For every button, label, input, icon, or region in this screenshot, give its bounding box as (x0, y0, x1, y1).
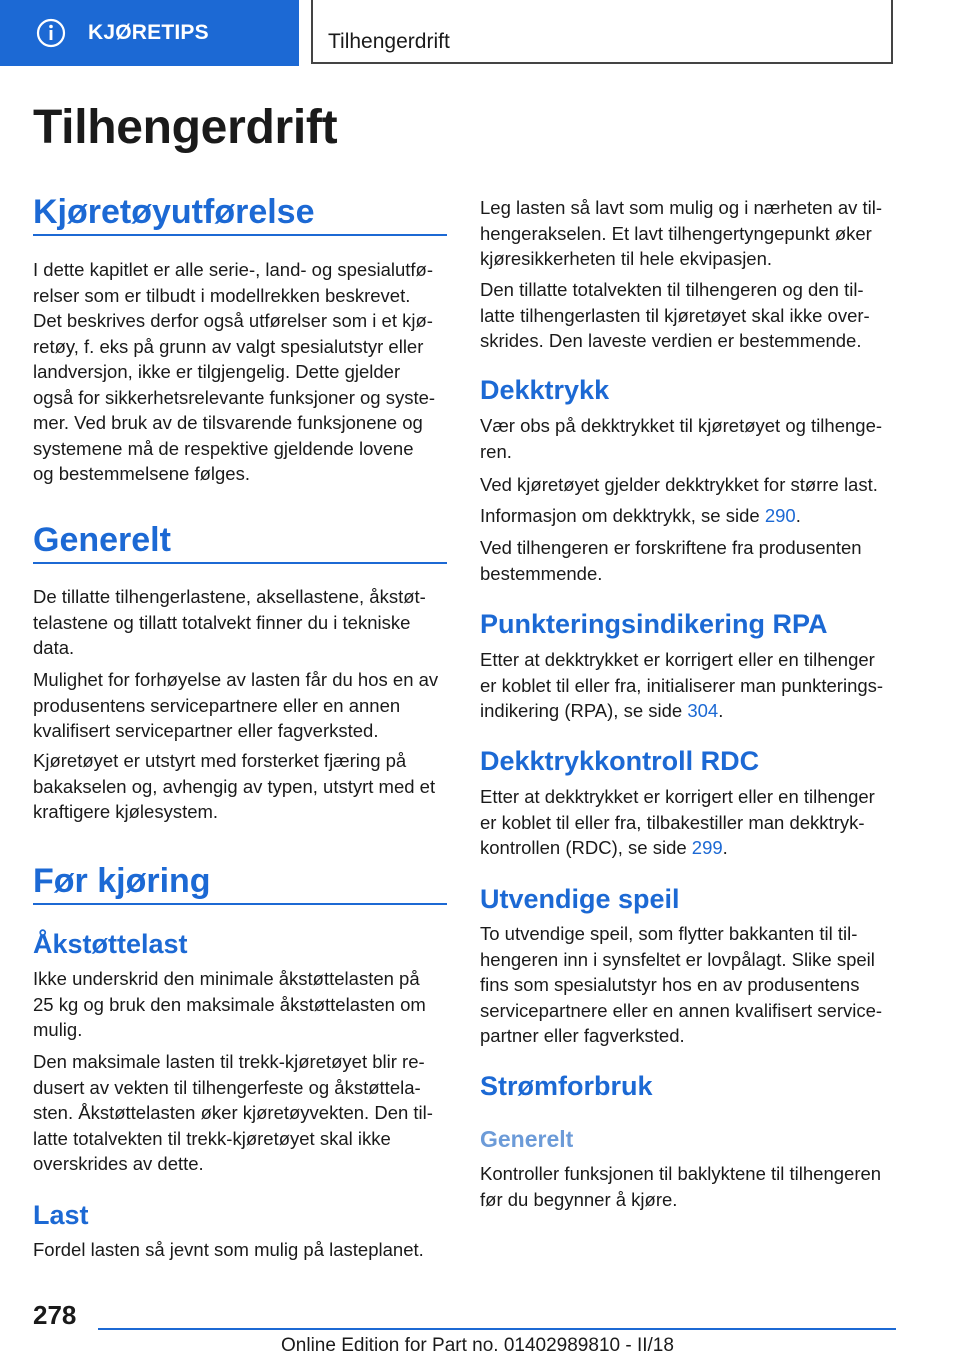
page-link-304[interactable]: 304 (687, 700, 719, 721)
heading-rule (33, 234, 447, 236)
section-label: KJØRETIPS (88, 21, 209, 44)
page-title: Tilhengerdrift (33, 101, 338, 154)
page-header (0, 0, 960, 66)
subheading-general: Generelt (480, 1126, 574, 1152)
heading-general: Generelt (33, 521, 171, 559)
paragraph: Informasjon om dekktrykk, se side 290. (480, 505, 801, 526)
heading-rdc: Dekktrykkontroll RDC (480, 746, 760, 776)
heading-power-consumption: Strømforbruk (480, 1071, 653, 1101)
topic-label: Tilhengerdrift (328, 30, 450, 53)
paragraph: I dette kapitlet er alle serie-, land- og spesialutfø- relser som er tilbudt i modellrekken beskrevet. Det beskrives derfor også utførelser som i et kjø- retøy, f. eks på grunn av valgt spesialutstyr eller landversjon, ikke er tilgjengelig. Dette gjelder også for sikkerhetsrelevante funksjoner og syste- mer. Ved bruk av de tilsvarende funksjonene og systemene må de respektive gjeldende lovene og bestemmelsene følges. (33, 259, 436, 484)
heading-exterior-mirrors: Utvendige speil (480, 884, 680, 914)
page-number: 278 (33, 1300, 77, 1330)
paragraph: Fordel lasten så jevnt som mulig på lasteplanet. (33, 1239, 424, 1260)
heading-rpa: Punkteringsindikering RPA (480, 609, 828, 639)
paragraph: Kjøretøyet er utstyrt med forsterket fjæring på bakakselen og, avhengig av typen, utstyrt med et kraftigere kjølesystem. (33, 750, 436, 822)
paragraph: Kontroller funksjonen til baklyktene til tilhengeren før du begynner å kjøre. (480, 1163, 882, 1210)
heading-vehicle-version: Kjøretøyutførelse (33, 193, 315, 231)
paragraph: To utvendige speil, som flytter bakkanten til til- hengeren inn i synsfeltet er lovpålagt. Slike speil fins som spesialutstyr hos en av produsentens servicepartnere eller en annen kvalifisert service- partner eller fagverksted. (480, 923, 883, 1046)
info-icon (36, 18, 66, 48)
paragraph: Etter at dekktrykket er korrigert eller en tilhenger er koblet til eller fra, tilbakestiller man dekktryk- kontrollen (RDC), se side 299. (480, 786, 875, 858)
topic-tab (311, 0, 893, 64)
footer-rule (98, 1328, 896, 1330)
heading-tongue-load: Åkstøttelast (33, 929, 188, 959)
page-link-290[interactable]: 290 (764, 505, 796, 526)
paragraph: Ved kjøretøyet gjelder dekktrykket for større last. (480, 474, 878, 495)
heading-tyre-pressure: Dekktrykk (480, 375, 610, 405)
paragraph: Den tillatte totalvekten til tilhengeren og den til- latte tilhengerlasten til kjøretøyet skal ikke over- skrides. Den laveste verdien er bestemmende. (480, 279, 870, 351)
paragraph: Ikke underskrid den minimale åkstøttelasten på 25 kg og bruk den maksimale åkstøttelasten om mulig. (33, 968, 426, 1040)
paragraph: Vær obs på dekktrykket til kjøretøyet og tilhenge- ren. (480, 415, 883, 462)
heading-before-driving: Før kjøring (33, 862, 211, 900)
heading-load: Last (33, 1200, 89, 1230)
paragraph: Etter at dekktrykket er korrigert eller en tilhenger er koblet til eller fra, initialiserer man punkterings- indikering (RPA), se side 304. (480, 649, 884, 721)
section-tab (0, 0, 299, 66)
paragraph: Mulighet for forhøyelse av lasten får du hos en av produsentens servicepartnere eller en annen kvalifisert servicepartner eller fagverksted. (33, 669, 439, 741)
paragraph: De tillatte tilhengerlastene, aksellastene, åkstøt- telastene og tillatt totalvekt finner du i tekniske data. (33, 586, 426, 658)
edition-text: Online Edition for Part no. 01402989810 - II/18 (281, 1335, 674, 1356)
paragraph: Den maksimale lasten til trekk-kjøretøyet blir re- dusert av vekten til tilhengerfeste og åkstøttela- sten. Åkstøttelasten øker kjøretøyvekten. Den til- latte totalvekten til trekk-kjøretøyet skal ikke overskrides av dette. (33, 1051, 433, 1174)
paragraph: Leg lasten så lavt som mulig og i nærheten av til- hengerakselen. Et lavt tilhengertyngepunkt øker kjøresikkerheten til hele ekvipasjen. (480, 197, 883, 269)
heading-rule (33, 903, 447, 905)
paragraph: Ved tilhengeren er forskriftene fra produsenten bestemmende. (480, 537, 862, 584)
page-link-299[interactable]: 299 (691, 837, 723, 858)
heading-rule (33, 562, 447, 564)
